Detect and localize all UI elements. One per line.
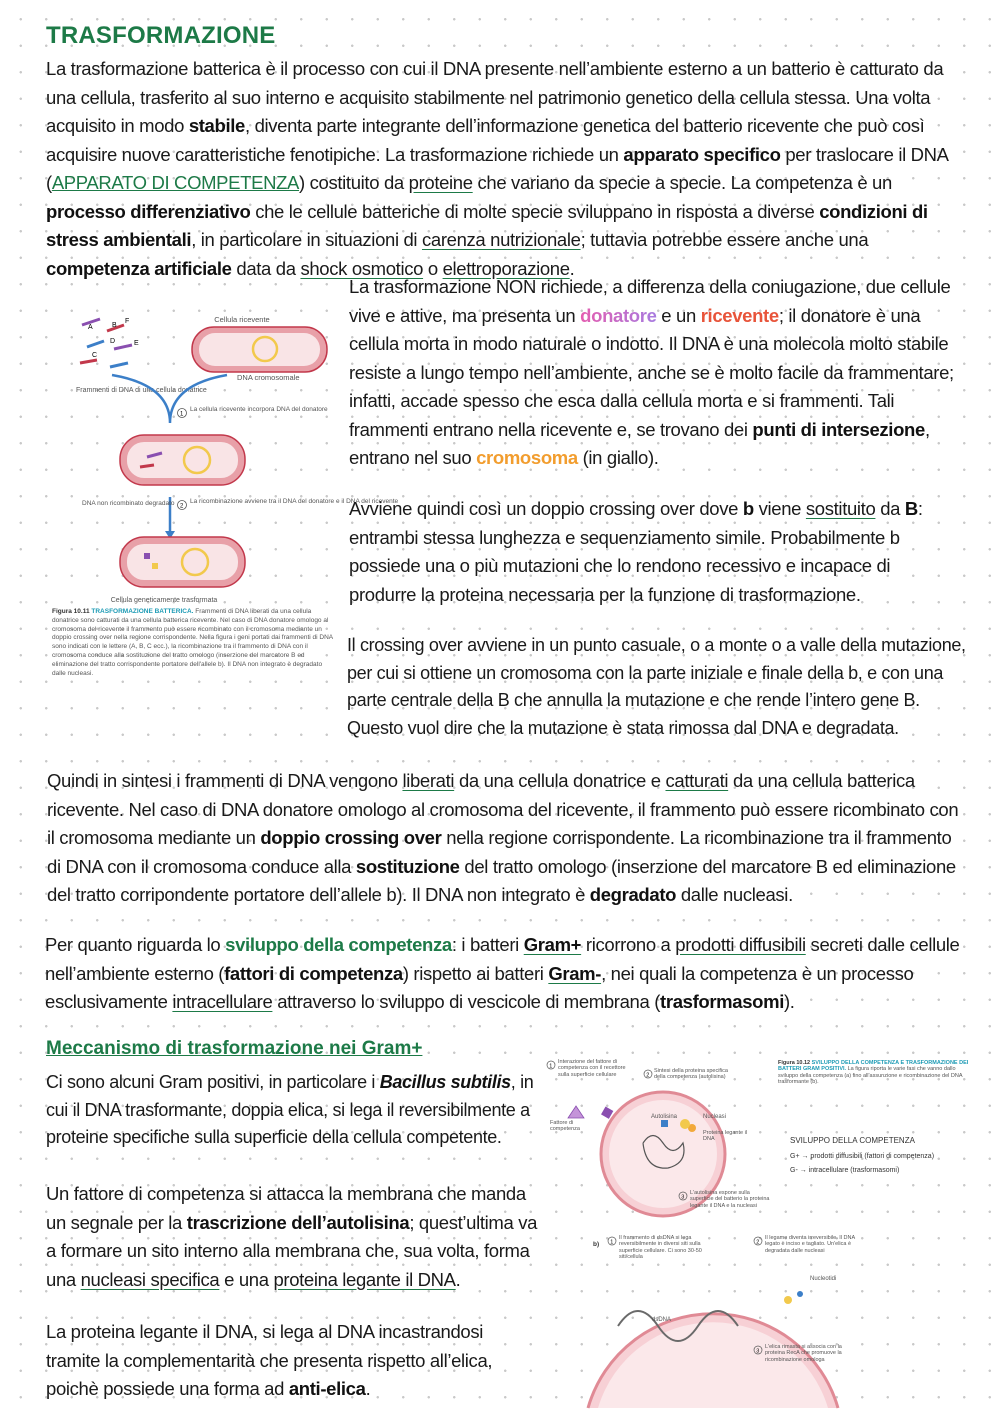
label-b-step2: Il legame diventa irreversibile. Il DNA legato è inciso e tagliato. Un'elica è degradata dalle nucleasi [765,1235,855,1254]
mechanism-p3 [46,1318,541,1404]
svg-text:1: 1 [610,1239,614,1246]
text: , diventa parte integrante dell’informazione genetica del batterio ricevente che può così acquisire nuove caratteristiche fenotipiche. La trasformazione richiede un [46,115,925,165]
svg-text:dsDNA: dsDNA [652,1317,672,1323]
svg-text:2: 2 [646,1072,650,1079]
nuclease-marker [680,1119,690,1129]
text: ). [784,991,795,1012]
competence-factor-icon [568,1106,584,1118]
svg-text:B: B [112,322,117,329]
term-cromosoma: cromosoma [476,447,578,468]
text-right-1 [349,273,961,473]
text: , entrano nel suo [349,418,930,468]
svg-text:1: 1 [549,1063,553,1070]
bold-term: doppio crossing over [260,827,442,848]
bold-term: trascrizione dell’autolisina [186,1211,410,1233]
text-right-3: Il crossing over avviene in un punto casuale, o a monte o a valle della mutazione, per cui si ottiene un cromosoma con la parte iniziale e finale della b, e con una parte centrale della B che annulla la mutazione e che rende l’intero gene B. Questo vuol dire che la mutazione è stata rimossa dal DNA e degradata. [347,635,966,739]
text: dalle nucleasi. [676,884,793,905]
bold-term: anti-elica [288,1378,366,1399]
svg-text:1: 1 [180,411,184,418]
autolisina-marker [661,1120,668,1127]
svg-text:Nucleasi: Nucleasi [703,1114,727,1120]
label-step2: La ricombinazione avviene tra il DNA del donatore e il DNA del ricevente [190,498,399,505]
text: ; quest’ultima va a formare un sito interno alla membrana che, sua volta, forma una [46,1211,538,1290]
text: Un fattore di competenza si attacca la membrana che manda un segnale per la [46,1183,526,1233]
text: viene [753,498,806,519]
box-line-gram-negative: G- → intracellulare (trasformasomi) [790,1167,900,1174]
label-step2: Sintesi della proteina specifica della competenza (autolisina) [654,1068,728,1081]
bold-term: condizioni di stress ambientali [46,200,928,250]
text: e un [656,304,701,326]
text: . [365,1378,371,1399]
mechanism-p2 [46,1180,541,1294]
svg-text:Nucleotidi: Nucleotidi [810,1276,837,1282]
svg-text:3: 3 [756,1348,760,1355]
svg-text:A: A [88,324,93,331]
bold-term: processo differenziativo [46,200,251,222]
label-step1: La cellula ricevente incorpora DNA del donatore [190,406,328,413]
text: del tratto omologo (inserzione del marcatore B ed eliminazione del tratto corripondente portatore dell’allele b). Il DNA non integrato è [47,855,956,905]
text: ricorrono a [581,934,676,955]
term-donatore: donatore [580,304,657,326]
label-b-step3: L'elica rimasta si associa con la proteina RecA che promuove la ricombinazione omologa [765,1344,842,1363]
competence-paragraph [45,931,965,1017]
term-ricevente: ricevente [700,304,779,326]
text: , nei quali la competenza è un processo esclusivamente [45,962,914,1012]
intro-paragraph [46,55,958,283]
svg-text:Autolisina: Autolisina [651,1114,678,1120]
text: Per quanto riguarda lo [45,934,226,955]
label-recipient-cell: Cellula ricevente [214,315,270,324]
underlined-term: elettroporazione [442,257,570,279]
text: che variano da specie a specie. La competenza è un [472,172,892,193]
text: da una cellula batterica ricevente. Nel caso di DNA donatore omologo al cromosoma del ricevente, il frammento può essere ricombinato con il cromosoma mediante un [47,770,959,848]
text: La proteina legante il DNA, si lega al DNA incastrandosi tramite la complementarità che presenta rispetto all’elica, poichè possiede una forma ad [46,1321,493,1399]
label-fragments: Frammenti di DNA di una cellula donatrice [76,387,207,394]
bold-term: B [904,498,918,519]
svg-text:D: D [110,338,116,345]
bold-term: competenza artificiale [46,257,232,279]
underlined-term: shock osmotico [300,257,424,279]
bold-term: b [742,498,754,519]
text: secreti dalle cellule nell’ambiente esterno ( [45,934,960,984]
label-step1: Interazione del fattore di competenza con il recettore sulla superficie cellulare [558,1059,626,1078]
text: ) rispetto ai batteri [402,962,549,984]
svg-text:F: F [125,318,130,325]
transformation-diagram [52,305,399,715]
text: da [875,498,905,519]
text: Ci sono alcuni Gram positivi, in particolare i [46,1072,380,1092]
figure2-caption: Figura 10.12 SVILUPPO DELLA COMPETENZA E TRASFORMAZIONE DEI BATTERI GRAM POSITIVI. La figura riporta le varie fasi che vanno dallo sviluppo della competenza (a) fino all'assunzione e ricombinazione del DNA trasformante (b). [778,1060,969,1086]
label-b-step1: Il frammento di dsDNA si lega reversibilmente in diversi siti sulla superficie cellulare. Ci sono 30-50 siti/cellula [619,1235,702,1261]
text: da una cellula donatrice e [454,770,666,791]
bold-term: apparato specifico [623,143,781,165]
underlined-term: liberati [402,770,455,791]
text: e una [219,1268,274,1290]
underlined-term: sostituito [805,498,876,519]
figure-bacterial-transformation [52,305,399,715]
text: data da [231,257,301,279]
text: attraverso lo sviluppo di vescicole di membrana ( [272,991,661,1012]
term-gram-negative: Gram- [548,962,602,984]
svg-text:2: 2 [180,503,184,510]
text: . [569,257,575,279]
bold-term: sostituzione [355,855,460,877]
svg-text:3: 3 [681,1194,685,1201]
text: , in particolare in situazioni di [191,229,422,250]
text: Quindi in sintesi i frammenti di DNA vengono [47,770,403,791]
text: La trasformazione NON richiede, a differenza della coniugazione, due cellule vive e attive, ma presenta un [349,276,951,326]
text: ) costituito da [299,172,409,193]
underlined-term: intracellulare [172,991,273,1012]
text: nella regione corrispondente. La ricombinazione tra il frammento di DNA con il cromosoma conduce alla [47,827,952,877]
bold-term: fattori di competenza [224,962,403,984]
section-title-gram-positive: Meccanismo di trasformazione nei Gram+ [46,1038,423,1059]
label-chromosome: DNA cromosomale [237,373,300,382]
svg-text:E: E [134,340,139,347]
figure-competence-gram-positive [548,1058,973,1408]
underlined-term: nucleasi specifica [80,1268,220,1290]
bold-term: punti di intersezione [752,418,925,440]
text: che le cellule batteriche di molte specie sviluppano in risposta a diverse [250,200,820,222]
text: Avviene quindi così un doppio crossing over dove [349,498,743,519]
mechanism-p1 [46,1069,541,1152]
text: o [423,257,443,279]
svg-text:b): b) [593,1241,600,1248]
competence-diagram: 1 Interazione del fattore di competenza con il recettore sulla superficie cellulare Fattore di competenza Autolisina Nucleasi 2 Sintesi della proteina specifica della competenza (autolisina) Proteina legante il DNA 3 L'autolisina espone sulla superficie del batterio la proteina legante il DNA e la nucleasi Figura 10.12 SVILUPPO DELLA COMPETENZA E TRASFORMAZIONE DEI BATTERI GRAM POSITIVI. La figura riporta le varie fasi che vanno dallo sviluppo della competenza (a) fino all'assunzione e ricombinazione del DNA trasformante (b). SVILUPPO DELLA COMPETENZA G+ → prodotti diffusibili (fattori di competenza) G- → intracellulare (trasformasomi) b) 1 Il frammento di dsDNA si lega reversibilmente in diversi siti sulla superficie cellulare. Ci sono 30-50 siti/cellula 2 Il legame diventa irreversibile. Il DNA legato è inciso e tagliato. Un'elica è degradata dalle nucleasi dsDNA Nucleotidi 3 L'elica rimasta si associa con la proteina RecA che promuove la ricombinazione omologa [548,1058,973,1408]
box-title: SVILUPPO DELLA COMPETENZA [790,1136,915,1145]
merge-arrow [112,375,227,423]
label-nonrecombined: DNA non ricombinato degradato [82,500,175,507]
text: per traslocare il DNA ( [46,143,948,193]
underlined-term: proteina legante il DNA [273,1268,456,1290]
summary-paragraph [47,767,959,910]
underlined-term: carenza nutrizionale [421,229,581,250]
underlined-term: prodotti diffusibili [675,934,806,955]
link-apparato-competenza[interactable]: APPARATO DI COMPETENZA [51,172,300,193]
underlined-term: catturati [665,770,729,791]
text: La trasformazione batterica è il processo con cui il DNA presente nell’ambiente esterno a un batterio è catturato da una cellula, trasferito al suo interno e acquisito stabilmente nel patrimonio genetico della cellula stessa. Una volta acquisito in modo [46,58,944,136]
text: ; il donatore è una cellula morta in modo naturale o indotto. Il DNA è una molecola molto stabile resiste a lungo tempo nell’ambiente, anche se è molto facile da frammentare; infatti, accade spesso che esca dalla cellula morta e si frammenti. Tali frammenti entrano nella ricevente e, se trovano dei [349,304,954,440]
underlined-term: proteine [408,172,473,193]
text: : i batteri [451,934,524,955]
term-sviluppo-competenza: sviluppo della competenza [225,934,452,955]
svg-text:C: C [92,352,98,359]
label-step3: L'autolisina espone sulla superficie del batterio la proteina legante il DNA e la nucleasi [690,1190,770,1209]
svg-text:2: 2 [756,1239,760,1246]
text: : entrambi stessa lunghezza e sequenziamento simile. Probabilmente b possiede una o più mutazioni che lo rendono recessivo e incapace di produrre la proteina necessaria per la funzione di trasformazione. [349,498,923,605]
label-transformed: Cellula geneticamente trasformata [110,597,218,604]
bold-term: degradato [589,884,677,905]
bold-term: trasformasomi [660,991,784,1012]
text: , in cui il DNA trasformante, doppia elica, si lega il reversibilmente a proteine specifiche sulla superficie della cellula competente. [46,1072,534,1148]
bold-term: stabile [188,115,245,136]
donor-fragments [80,318,139,367]
text: . [455,1268,461,1290]
page-title: TRASFORMAZIONE [46,22,276,49]
text-right-2 [349,495,961,609]
text: (in giallo). [577,447,659,468]
species-name: Bacillus subtilis [379,1072,511,1092]
box-line-gram-positive: G+ → prodotti diffusibili (fattori di competenza) [790,1153,935,1160]
figure1-caption: Figura 10.11 TRASFORMAZIONE BATTERICA. Frammenti di DNA liberati da una cellula donatrice sono catturati da una cellula batterica ricevente. Nel caso di DNA donatore omologo al cromosoma del ricevente il frammento può essere ricombinato con il cromosoma mediante un doppio crossing over nella regione corrispondente. Nella figura i geni portati dai frammenti di DNA sono indicati con le lettere (A, B, C ecc.), la ricombinazione tra il frammento di DNA con il cromosoma conduce alla sostituzione del tratto omologo (inserzione del marcatore B ed eliminazione del tratto corrispondente portatore dell'allele b). Il DNA non integrato è degradato dalle nucleasi. [52,608,333,677]
text: ; tuttavia potrebbe essere anche una [580,229,869,250]
term-gram-positive: Gram+ [523,934,582,955]
